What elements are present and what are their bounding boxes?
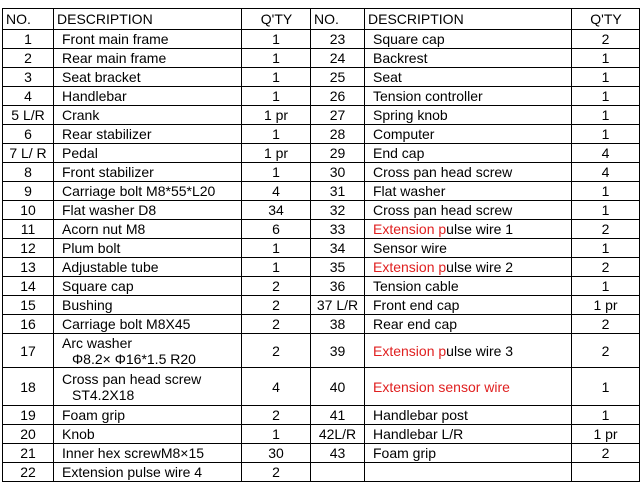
table-row	[3, 463, 640, 482]
description-text: Sensor wire	[373, 240, 447, 256]
right-item-quantity: 2	[572, 315, 640, 334]
right-item-quantity: 1	[572, 125, 640, 144]
table-row	[3, 49, 640, 68]
left-description-cell	[54, 368, 242, 406]
left-item-quantity: 2	[242, 296, 311, 315]
header-description-right: DESCRIPTION	[365, 9, 572, 30]
table-row	[3, 277, 640, 296]
header-qty-left: Q'TY	[242, 9, 311, 30]
left-item-number: 17	[3, 334, 54, 368]
right-item-quantity: 1	[572, 277, 640, 296]
left-item-number: 2	[3, 49, 54, 68]
right-item-number: 33	[311, 220, 365, 239]
right-description-cell	[365, 296, 572, 315]
right-description-cell	[365, 163, 572, 182]
description-text: Extension pulse wire 4	[62, 464, 203, 480]
right-item-quantity: 1 pr	[572, 425, 640, 444]
right-item-number: 30	[311, 163, 365, 182]
description-text: Backrest	[373, 50, 428, 66]
table-row	[3, 406, 640, 425]
left-item-number: 10	[3, 201, 54, 220]
left-item-quantity: 1	[242, 30, 311, 49]
description-text: Front main frame	[62, 31, 169, 47]
right-item-number: 34	[311, 239, 365, 258]
table-body	[3, 30, 640, 482]
left-item-number: 20	[3, 425, 54, 444]
description-text: Square cap	[373, 31, 445, 47]
table-row	[3, 68, 640, 87]
left-item-number: 9	[3, 182, 54, 201]
table-row	[3, 30, 640, 49]
right-empty-cell	[311, 463, 365, 482]
table-row	[3, 201, 640, 220]
table-row	[3, 444, 640, 463]
left-description-cell	[54, 220, 242, 239]
description-text: Cross pan head screw	[373, 164, 513, 180]
right-item-number: 37 L/R	[311, 296, 365, 315]
right-description-cell	[365, 87, 572, 106]
left-item-quantity: 1	[242, 87, 311, 106]
left-item-number: 1	[3, 30, 54, 49]
table-header	[3, 9, 640, 30]
table-row	[3, 144, 640, 163]
table-row	[3, 296, 640, 315]
table-row	[3, 125, 640, 144]
highlighted-text: Extension p	[373, 342, 447, 359]
left-item-quantity: 2	[242, 334, 311, 368]
left-description-cell	[54, 277, 242, 296]
right-item-number: 29	[311, 144, 365, 163]
left-item-number: 7 L/ R	[3, 144, 54, 163]
left-description-cell	[54, 425, 242, 444]
left-description-cell	[54, 315, 242, 334]
right-description-cell	[365, 68, 572, 87]
highlighted-text: Extension p	[373, 259, 447, 275]
header-no-right: NO.	[311, 9, 365, 30]
left-description-cell	[54, 201, 242, 220]
table-row	[3, 182, 640, 201]
right-item-quantity: 1	[572, 239, 640, 258]
right-description-cell	[365, 315, 572, 334]
description-text: Rear stabilizer	[62, 126, 152, 142]
left-item-number: 3	[3, 68, 54, 87]
description-text: Knob	[62, 426, 95, 442]
right-description-cell	[365, 406, 572, 425]
table-row	[3, 163, 640, 182]
table-row	[3, 425, 640, 444]
right-empty-cell	[365, 463, 572, 482]
header-description-left: DESCRIPTION	[54, 9, 242, 30]
description-text: End cap	[373, 145, 425, 161]
left-description-cell	[54, 144, 242, 163]
left-item-number: 8	[3, 163, 54, 182]
left-item-quantity: 2	[242, 277, 311, 296]
right-item-quantity: 2	[572, 258, 640, 277]
right-item-quantity: 1	[572, 49, 640, 68]
right-item-quantity: 2	[572, 334, 640, 368]
left-item-quantity: 2	[242, 406, 311, 425]
right-description-cell	[365, 201, 572, 220]
right-item-number: 32	[311, 201, 365, 220]
left-item-number: 5 L/R	[3, 106, 54, 125]
header-qty-right: Q'TY	[572, 9, 640, 30]
description-text: Handlebar post	[373, 407, 468, 423]
left-item-number: 22	[3, 463, 54, 482]
right-item-quantity: 1	[572, 87, 640, 106]
table-row	[3, 258, 640, 277]
right-item-quantity: 1	[572, 68, 640, 87]
right-description-cell	[365, 220, 572, 239]
right-item-number: 36	[311, 277, 365, 296]
description-text: Handlebar	[62, 88, 127, 104]
description-text: Rear main frame	[62, 50, 167, 66]
description-text: Foam grip	[373, 445, 437, 461]
left-item-number: 12	[3, 239, 54, 258]
description-text: Plum bolt	[62, 240, 121, 256]
right-item-quantity: 4	[572, 163, 640, 182]
right-item-quantity: 1	[572, 368, 640, 406]
left-item-quantity: 1	[242, 163, 311, 182]
description-text: Front stabilizer	[62, 164, 154, 180]
description-text: Crank	[62, 107, 100, 123]
description-text: Tension cable	[373, 278, 459, 294]
left-description-cell	[54, 125, 242, 144]
table-row	[3, 220, 640, 239]
right-item-number: 42L/R	[311, 425, 365, 444]
right-item-number: 27	[311, 106, 365, 125]
header-no-left: NO.	[3, 9, 54, 30]
right-item-number: 41	[311, 406, 365, 425]
description-text: Seat	[373, 69, 402, 85]
right-description-cell	[365, 334, 572, 368]
left-description-cell	[54, 49, 242, 68]
left-item-quantity: 1	[242, 68, 311, 87]
right-item-quantity: 1	[572, 182, 640, 201]
right-description-cell	[365, 368, 572, 406]
table-row	[3, 315, 640, 334]
description-text: ulse wire 1	[446, 221, 514, 237]
left-item-number: 18	[3, 368, 54, 406]
left-item-quantity: 1	[242, 125, 311, 144]
right-item-quantity: 1	[572, 201, 640, 220]
left-description-cell	[54, 258, 242, 277]
right-description-cell	[365, 30, 572, 49]
description-text: Cross pan head screw	[62, 370, 202, 387]
left-item-number: 11	[3, 220, 54, 239]
right-description-cell	[365, 49, 572, 68]
left-description-cell	[54, 334, 242, 368]
right-item-number: 24	[311, 49, 365, 68]
right-item-number: 39	[311, 334, 365, 368]
left-description-cell	[54, 87, 242, 106]
table-row	[3, 239, 640, 258]
right-description-cell	[365, 125, 572, 144]
description-text: Cross pan head screw	[373, 202, 513, 218]
right-item-quantity: 2	[572, 444, 640, 463]
table-row	[3, 334, 640, 368]
left-item-quantity: 30	[242, 444, 311, 463]
left-item-quantity: 1	[242, 49, 311, 68]
left-item-quantity: 2	[242, 315, 311, 334]
right-description-cell	[365, 258, 572, 277]
description-text: Seat bracket	[62, 69, 141, 85]
description-text: Computer	[373, 126, 435, 142]
left-description-cell	[54, 463, 242, 482]
right-item-quantity: 4	[572, 144, 640, 163]
left-item-quantity: 4	[242, 182, 311, 201]
description-text: ulse wire 2	[446, 259, 514, 275]
description-text: Arc washer	[62, 334, 133, 351]
description-text: Front end cap	[373, 297, 460, 313]
description-text: Flat washer D8	[62, 202, 157, 218]
right-item-number: 40	[311, 368, 365, 406]
description-text: Carriage bolt M8*55*L20	[62, 183, 216, 199]
left-item-number: 15	[3, 296, 54, 315]
right-item-number: 23	[311, 30, 365, 49]
table-row	[3, 368, 640, 406]
description-text-line2: ST4.2X18	[72, 386, 135, 403]
description-text: Bushing	[62, 297, 113, 313]
right-item-quantity: 2	[572, 30, 640, 49]
right-item-number: 31	[311, 182, 365, 201]
header-row	[3, 9, 640, 30]
right-item-number: 25	[311, 68, 365, 87]
left-item-quantity: 1 pr	[242, 106, 311, 125]
right-empty-cell	[572, 463, 640, 482]
description-text: Acorn nut M8	[62, 221, 146, 237]
right-description-cell	[365, 106, 572, 125]
left-description-cell	[54, 30, 242, 49]
left-description-cell	[54, 68, 242, 87]
left-description-cell	[54, 444, 242, 463]
right-description-cell	[365, 425, 572, 444]
description-text: Handlebar L/R	[373, 426, 464, 442]
left-item-number: 13	[3, 258, 54, 277]
right-item-number: 38	[311, 315, 365, 334]
description-text: Rear end cap	[373, 316, 458, 332]
left-item-number: 4	[3, 87, 54, 106]
right-description-cell	[365, 182, 572, 201]
description-text: Adjustable tube	[62, 259, 159, 275]
left-description-cell	[54, 163, 242, 182]
description-text: Spring knob	[373, 107, 448, 123]
left-item-number: 19	[3, 406, 54, 425]
description-text-line2: Φ8.2× Φ16*1.5 R20	[72, 350, 196, 367]
right-description-cell	[365, 239, 572, 258]
description-text: Inner hex screwM8×15	[62, 445, 205, 461]
left-description-cell	[54, 406, 242, 425]
highlighted-text: Extension p	[373, 221, 447, 237]
right-description-cell	[365, 277, 572, 296]
left-description-cell	[54, 182, 242, 201]
left-item-number: 6	[3, 125, 54, 144]
right-item-quantity: 1	[572, 406, 640, 425]
left-item-number: 14	[3, 277, 54, 296]
left-description-cell	[54, 239, 242, 258]
description-text: Pedal	[62, 145, 98, 161]
left-item-number: 16	[3, 315, 54, 334]
right-item-number: 28	[311, 125, 365, 144]
left-item-quantity: 1	[242, 258, 311, 277]
right-description-cell	[365, 444, 572, 463]
left-item-quantity: 34	[242, 201, 311, 220]
left-item-quantity: 1	[242, 239, 311, 258]
right-item-number: 26	[311, 87, 365, 106]
description-text: Flat washer	[373, 183, 446, 199]
table-row	[3, 106, 640, 125]
right-description-cell	[365, 144, 572, 163]
left-item-quantity: 1	[242, 425, 311, 444]
right-item-quantity: 2	[572, 220, 640, 239]
left-item-quantity: 2	[242, 463, 311, 482]
left-item-quantity: 4	[242, 368, 311, 406]
right-item-quantity: 1 pr	[572, 296, 640, 315]
left-item-quantity: 1 pr	[242, 144, 311, 163]
left-item-quantity: 6	[242, 220, 311, 239]
left-item-number: 21	[3, 444, 54, 463]
table-row	[3, 87, 640, 106]
description-text: Square cap	[62, 278, 134, 294]
description-text: Tension controller	[373, 88, 483, 104]
description-text: Foam grip	[62, 407, 126, 423]
left-description-cell	[54, 296, 242, 315]
description-text: ulse wire 3	[446, 342, 514, 359]
left-description-cell	[54, 106, 242, 125]
description-text: Carriage bolt M8X45	[62, 316, 191, 332]
highlighted-text: Extension sensor wire	[373, 378, 510, 395]
right-item-number: 35	[311, 258, 365, 277]
right-item-quantity: 1	[572, 106, 640, 125]
right-item-number: 43	[311, 444, 365, 463]
parts-list-table	[2, 8, 640, 482]
